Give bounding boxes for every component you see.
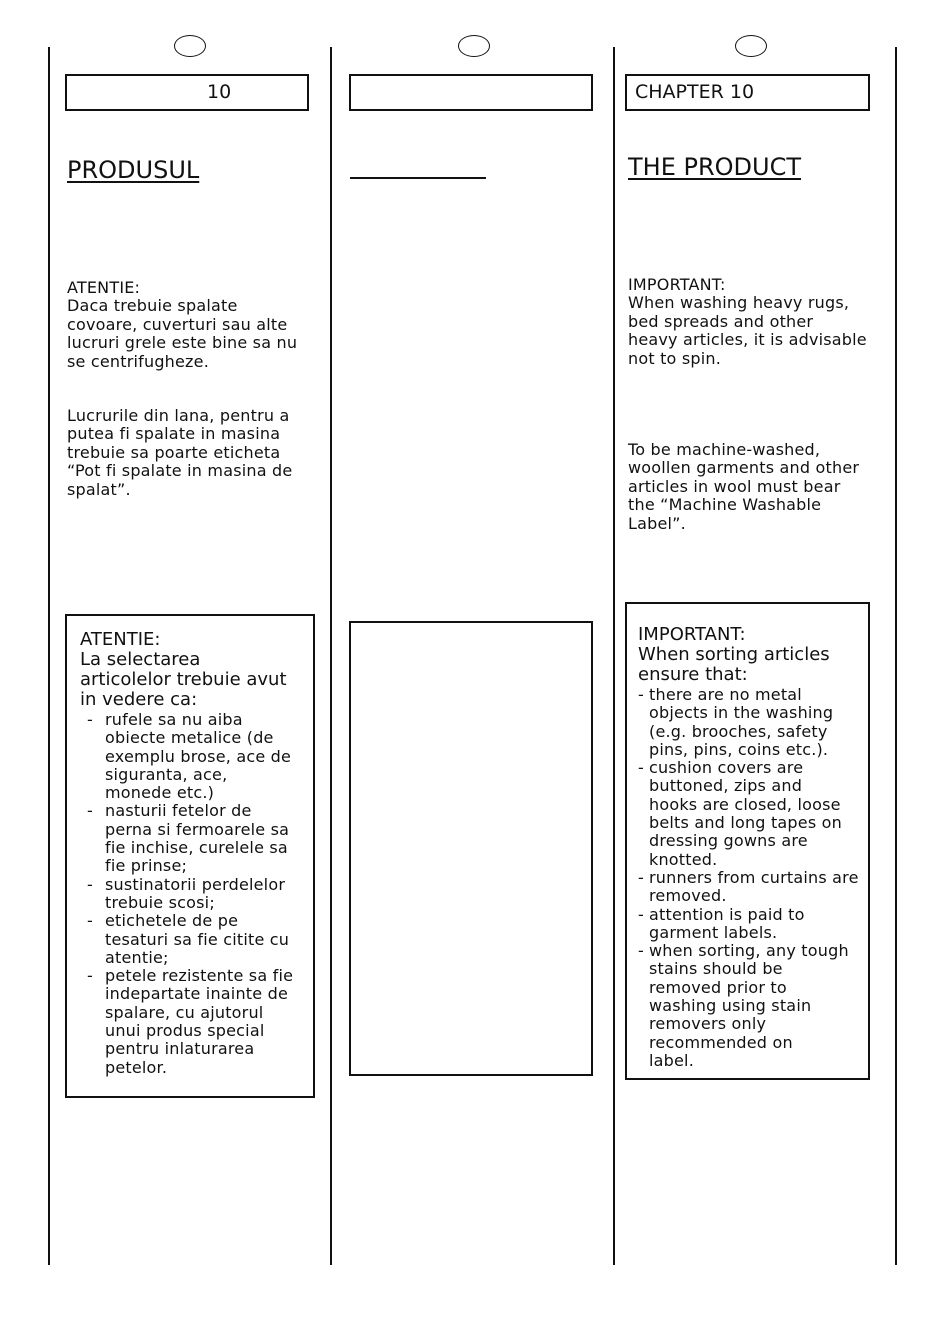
- sorting-box-romanian: [65, 614, 315, 1098]
- box-heading-line: When sorting articles: [638, 644, 830, 665]
- list-item: [80, 967, 313, 1077]
- list-item-line: fie inchise, curelele sa: [105, 838, 288, 858]
- sorting-list-romanian: [80, 711, 313, 1077]
- list-item-line: (e.g. brooches, safety: [649, 721, 828, 741]
- important-text-line: heavy articles, it is advisable: [628, 330, 867, 350]
- language-flag-oval-english: [735, 35, 767, 57]
- list-item-line: siguranta, ace,: [105, 764, 228, 784]
- wool-note-romanian: [67, 407, 292, 499]
- important-text-line: When washing heavy rugs,: [628, 293, 850, 313]
- wool-note-english: [628, 441, 859, 533]
- wool-text-line: trebuie sa poarte eticheta: [67, 442, 281, 462]
- list-item-line: perna si fermoarele sa: [105, 819, 290, 839]
- list-item: [638, 942, 868, 1070]
- list-item-line: etichetele de pe: [105, 911, 239, 931]
- important-text-line: lucruri grele este bine sa nu: [67, 333, 298, 353]
- box-heading-line: ATENTIE:: [80, 629, 161, 650]
- list-item-line: atentie;: [105, 947, 169, 967]
- list-item: [80, 912, 313, 967]
- dash-bullet: -: [638, 758, 644, 778]
- column-rule-right: [895, 47, 897, 1265]
- important-text-line: not to spin.: [628, 348, 722, 368]
- sorting-list-english: [638, 686, 868, 1070]
- list-item-line: obiecte metalice (de: [105, 728, 274, 748]
- dash-bullet: -: [87, 710, 93, 729]
- list-item-line: nasturii fetelor de: [105, 801, 252, 821]
- list-item-line: when sorting, any tough: [649, 941, 849, 961]
- list-item-line: pentru inlaturarea: [105, 1039, 255, 1059]
- list-item-line: washing using stain: [649, 996, 812, 1016]
- list-item-line: removed.: [649, 886, 727, 906]
- list-item: [80, 876, 313, 913]
- list-item: [638, 686, 868, 759]
- wool-text-line: the “Machine Washable: [628, 495, 822, 515]
- list-item-line: knotted.: [649, 849, 718, 869]
- wool-text-line: Label”.: [628, 513, 686, 533]
- list-item-line: pins, pins, coins etc.).: [649, 739, 829, 759]
- list-item-line: indepartate inainte de: [105, 984, 288, 1004]
- important-text-line: bed spreads and other: [628, 311, 814, 331]
- list-item-line: label.: [649, 1050, 694, 1070]
- list-item: [638, 906, 868, 943]
- box-heading-line: articolelor trebuie avut: [80, 669, 287, 690]
- list-item-line: petelor.: [105, 1057, 168, 1077]
- important-note-romanian: [67, 279, 297, 371]
- important-note-english: [628, 276, 867, 368]
- wool-text-line: putea fi spalate in masina: [67, 424, 281, 444]
- list-item: [80, 802, 313, 875]
- list-item-line: recommended on: [649, 1032, 793, 1052]
- box-heading-english: [638, 625, 868, 685]
- list-item-line: belts and long tapes on: [649, 813, 842, 833]
- list-item-line: removers only: [649, 1014, 767, 1034]
- list-item: [80, 711, 313, 802]
- list-item-line: cushion covers are: [649, 758, 804, 778]
- chapter-label-romanian: 10: [207, 81, 232, 103]
- chapter-box-english: [625, 74, 870, 111]
- list-item-line: dressing gowns are: [649, 831, 808, 851]
- important-text-line: se centrifugheze.: [67, 351, 209, 371]
- list-item-line: monede etc.): [105, 783, 215, 803]
- list-item-line: objects in the washing: [649, 703, 834, 723]
- list-item-line: stains should be: [649, 959, 783, 979]
- dash-bullet: -: [87, 801, 93, 821]
- wool-text-line: articles in wool must bear: [628, 476, 841, 496]
- page-title-english: THE PRODUCT: [628, 153, 802, 181]
- dash-bullet: -: [87, 911, 93, 931]
- list-item-line: spalare, cu ajutorul: [105, 1002, 264, 1022]
- dash-bullet: -: [87, 874, 93, 894]
- language-flag-oval-romanian: [174, 35, 206, 57]
- list-item-line: hooks are closed, loose: [649, 794, 841, 814]
- page-title-romanian: PRODUSUL: [67, 156, 200, 184]
- box-heading-line: IMPORTANT:: [638, 624, 746, 645]
- list-item-line: tesaturi sa fie citite cu: [105, 929, 290, 949]
- dash-bullet: -: [638, 867, 644, 887]
- chapter-box-romanian: [65, 74, 309, 111]
- list-item-line: exemplu brose, ace de: [105, 746, 292, 766]
- dash-bullet: -: [87, 966, 93, 986]
- column-rule-middle-right: [613, 47, 615, 1265]
- dash-bullet: -: [638, 904, 644, 924]
- list-item: [638, 869, 868, 906]
- language-flag-oval-middle: [458, 35, 490, 57]
- chapter-label-english: CHAPTER 10: [635, 81, 755, 103]
- list-item-line: garment labels.: [649, 922, 778, 942]
- title-underline-middle: [350, 177, 486, 179]
- list-item-line: unui produs special: [105, 1021, 265, 1041]
- list-item-line: attention is paid to: [649, 904, 805, 924]
- important-text-line: covoare, cuverturi sau alte: [67, 314, 288, 334]
- column-rule-left: [48, 47, 50, 1265]
- wool-text-line: To be machine-washed,: [628, 440, 821, 459]
- wool-text-line: woollen garments and other: [628, 458, 860, 478]
- box-heading-line: ensure that:: [638, 664, 748, 685]
- list-item-line: trebuie scosi;: [105, 892, 215, 912]
- chapter-box-middle: [349, 74, 593, 111]
- important-text-line: Daca trebuie spalate: [67, 296, 238, 316]
- sorting-box-english: [625, 602, 870, 1080]
- sorting-box-middle: [349, 621, 593, 1076]
- box-heading-line: in vedere ca:: [80, 689, 198, 710]
- list-item-line: sustinatorii perdelelor: [105, 874, 286, 894]
- dash-bullet: -: [638, 941, 644, 961]
- list-item: [638, 759, 868, 869]
- important-heading-romanian: ATENTIE:: [67, 278, 141, 297]
- box-heading-romanian: [80, 630, 313, 710]
- list-item-line: there are no metal: [649, 685, 802, 704]
- list-item-line: removed prior to: [649, 977, 787, 997]
- list-item-line: buttoned, zips and: [649, 776, 803, 796]
- wool-text-line: spalat”.: [67, 479, 131, 499]
- list-item-line: petele rezistente sa fie: [105, 966, 294, 986]
- column-rule-middle-left: [330, 47, 332, 1265]
- dash-bullet: -: [638, 685, 644, 704]
- list-item-line: rufele sa nu aiba: [105, 710, 243, 729]
- list-item-line: runners from curtains are: [649, 867, 859, 887]
- wool-text-line: “Pot fi spalate in masina de: [67, 461, 293, 481]
- list-item-line: fie prinse;: [105, 856, 188, 876]
- important-heading-english: IMPORTANT:: [628, 275, 726, 294]
- box-heading-line: La selectarea: [80, 649, 201, 670]
- wool-text-line: Lucrurile din lana, pentru a: [67, 406, 290, 425]
